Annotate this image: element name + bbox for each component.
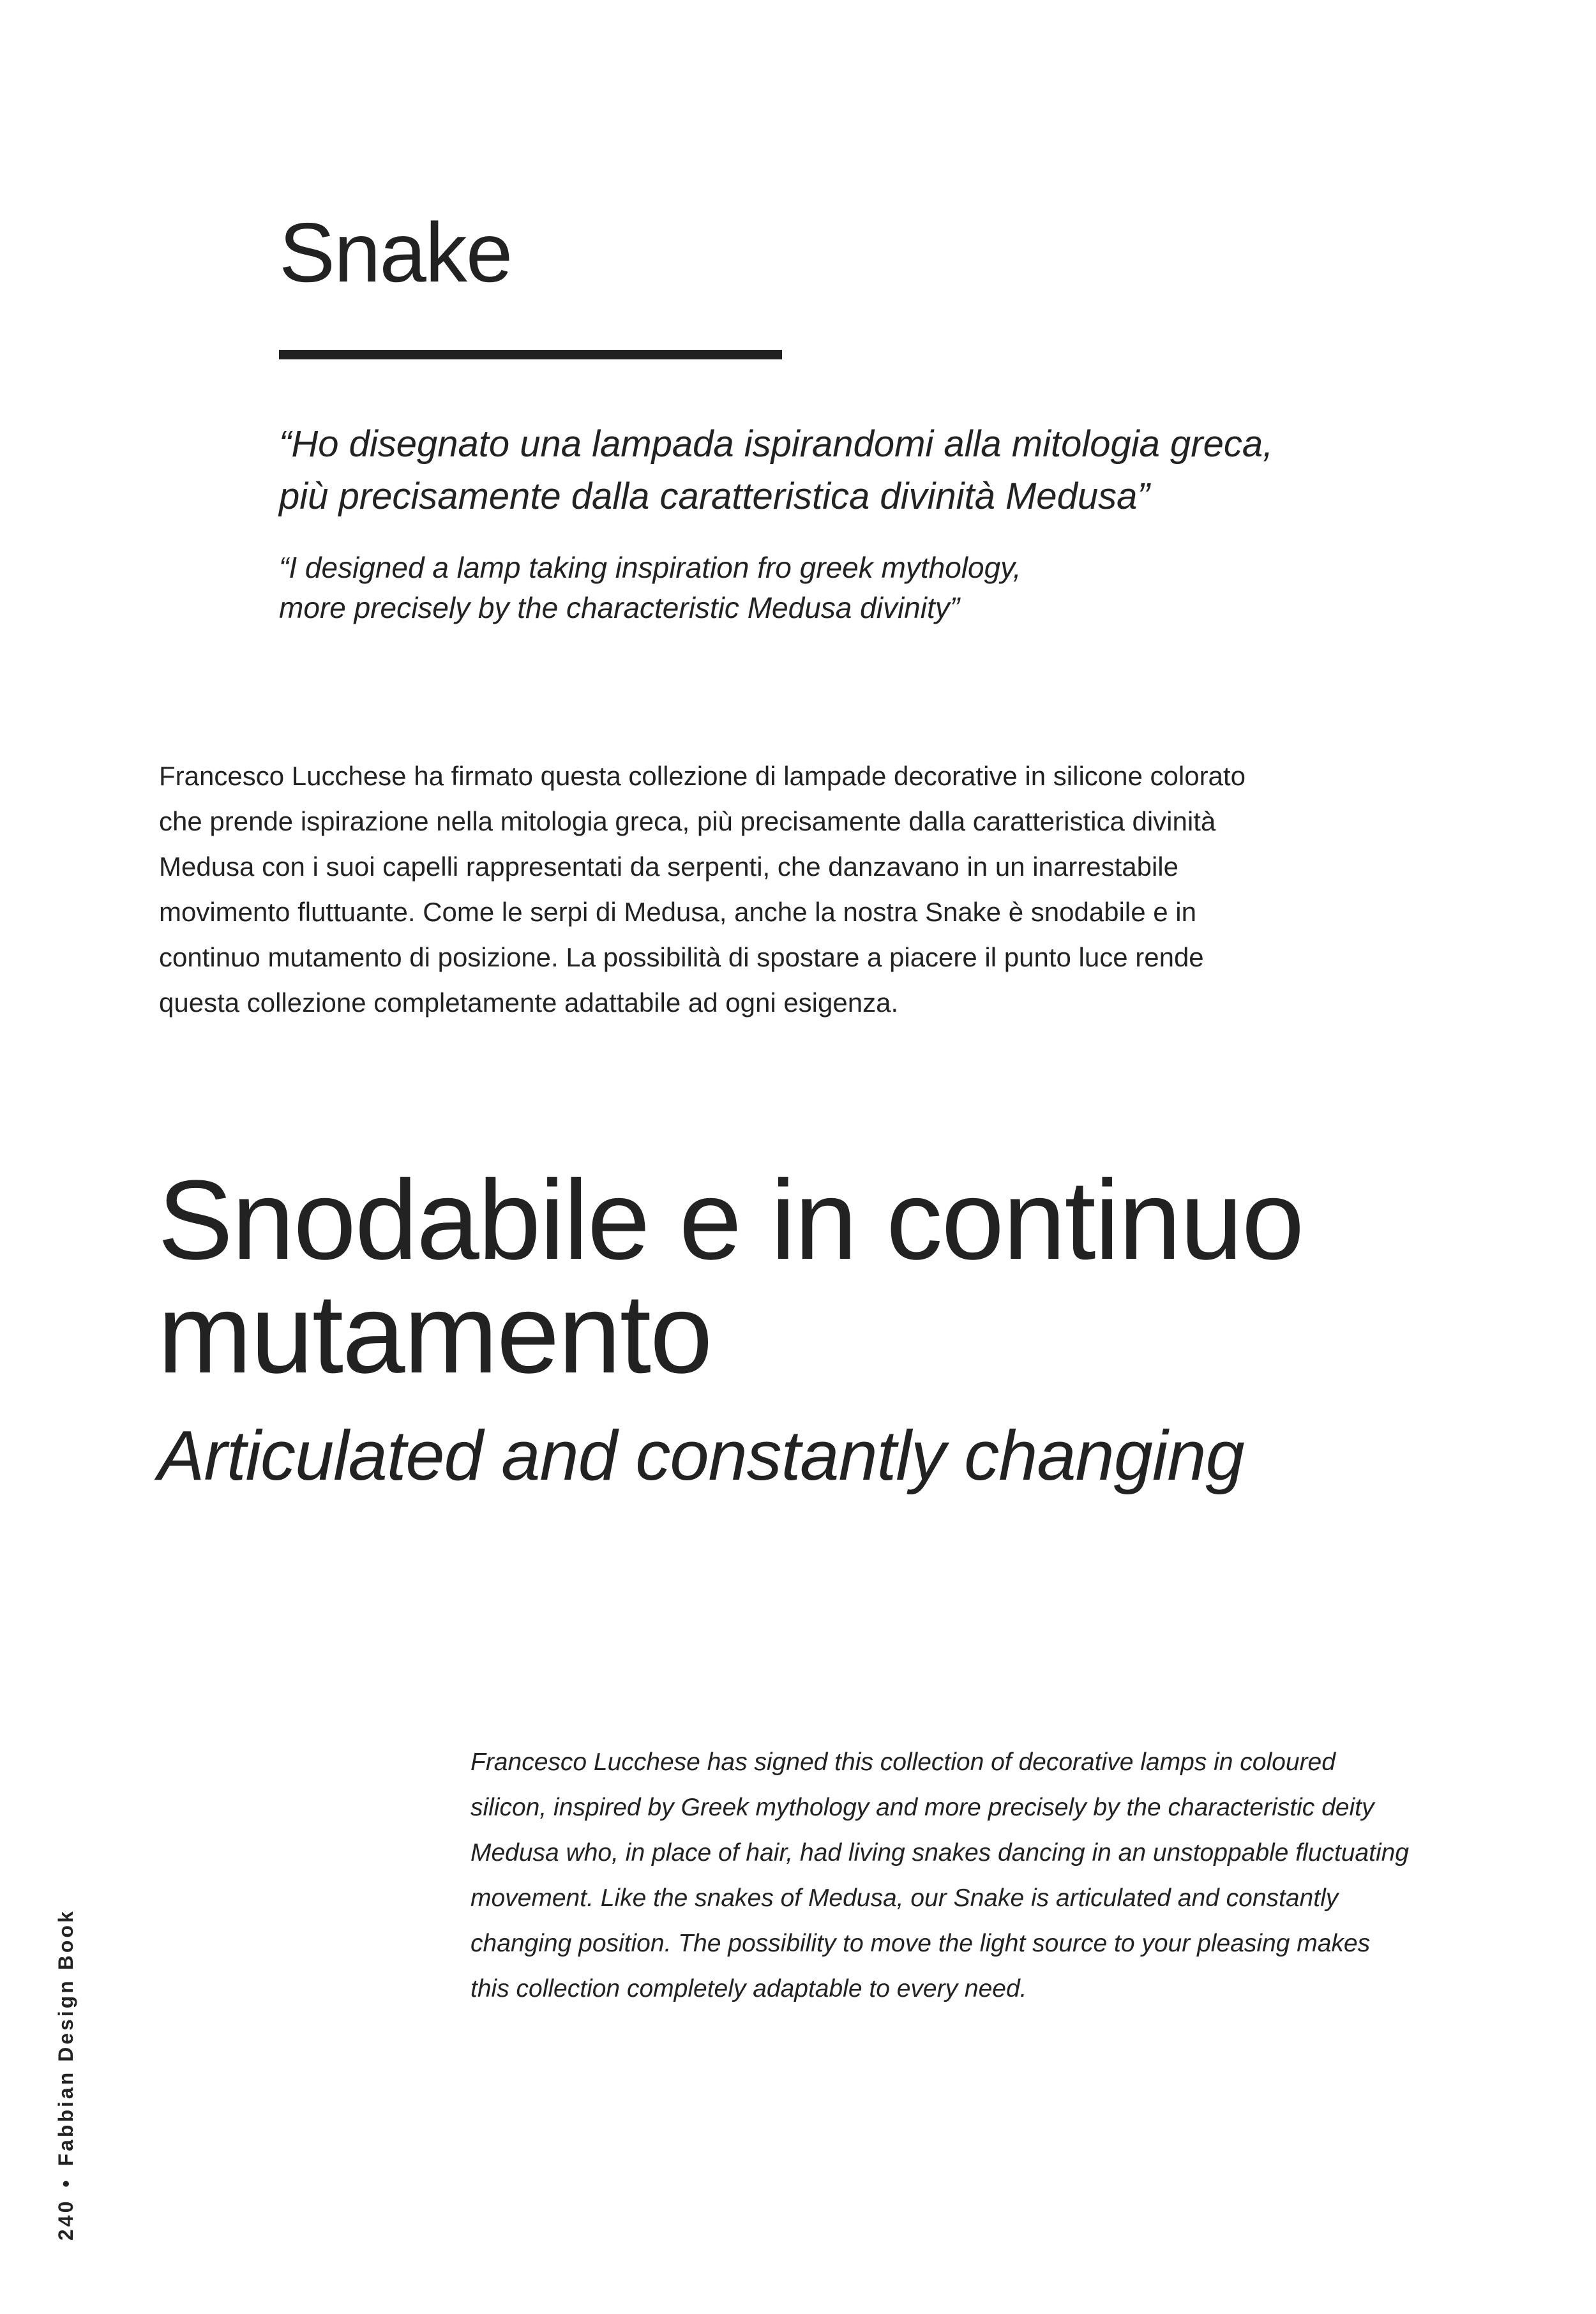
- body-italian-line: questa collezione completamente adattabile ad ogni esigenza.: [159, 988, 899, 1018]
- quote-italian-line: più precisamente dalla caratteristica divinità Medusa”: [279, 476, 1150, 517]
- body-italian-line: Francesco Lucchese ha firmato questa collezione di lampade decorative in silicone colorato: [159, 761, 1246, 791]
- section-headline: [158, 1157, 1562, 1397]
- section-subheadline: Articulated and constantly changing: [158, 1416, 1244, 1495]
- book-title: Fabbian Design Book: [54, 1909, 77, 2167]
- quote-english-line: more precisely by the characteristic Medusa divinity”: [279, 591, 960, 624]
- body-english-line: Francesco Lucchese has signed this collection of decorative lamps in coloured: [471, 1748, 1336, 1776]
- body-italian-line: Medusa con i suoi capelli rappresentati da serpenti, che danzavano in un inarrestabile: [159, 852, 1178, 882]
- headline-line: mutamento: [158, 1270, 712, 1397]
- page-title: Snake: [279, 206, 512, 299]
- body-italian-line: che prende ispirazione nella mitologia greca, più precisamente dalla caratteristica divinità: [159, 806, 1216, 836]
- quote-italian-line: “Ho disegnato una lampada ispirandomi alla mitologia greca,: [279, 423, 1274, 465]
- page-footer: [54, 1909, 78, 2241]
- page-number: 240: [54, 2198, 77, 2241]
- body-italian-line: continuo mutamento di posizione. La possibilità di spostare a piacere il punto luce rende: [159, 942, 1204, 972]
- body-english-line: Medusa who, in place of hair, had living snakes dancing in an unstoppable fluctuating: [471, 1839, 1409, 1867]
- body-text-english: [471, 1739, 1492, 2011]
- body-english-line: movement. Like the snakes of Medusa, our Snake is articulated and constantly: [471, 1884, 1339, 1912]
- body-italian-line: movimento fluttuante. Come le serpi di Medusa, anche la nostra Snake è snodabile e in: [159, 897, 1196, 927]
- quote-english: [279, 548, 1428, 628]
- body-text-italian: [159, 753, 1532, 1025]
- title-underline-rule: [279, 350, 782, 359]
- body-english-line: this collection completely adaptable to every need.: [471, 1975, 1027, 2002]
- footer-separator: •: [54, 2177, 77, 2188]
- quote-italian: [279, 418, 1428, 523]
- body-english-line: changing position. The possibility to move the light source to your pleasing makes: [471, 1930, 1371, 1957]
- quote-english-line: “I designed a lamp taking inspiration fro greek mythology,: [279, 551, 1021, 584]
- body-english-line: silicon, inspired by Greek mythology and more precisely by the characteristic deity: [471, 1794, 1374, 1821]
- headline-line: Snodabile e in continuo: [158, 1157, 1304, 1283]
